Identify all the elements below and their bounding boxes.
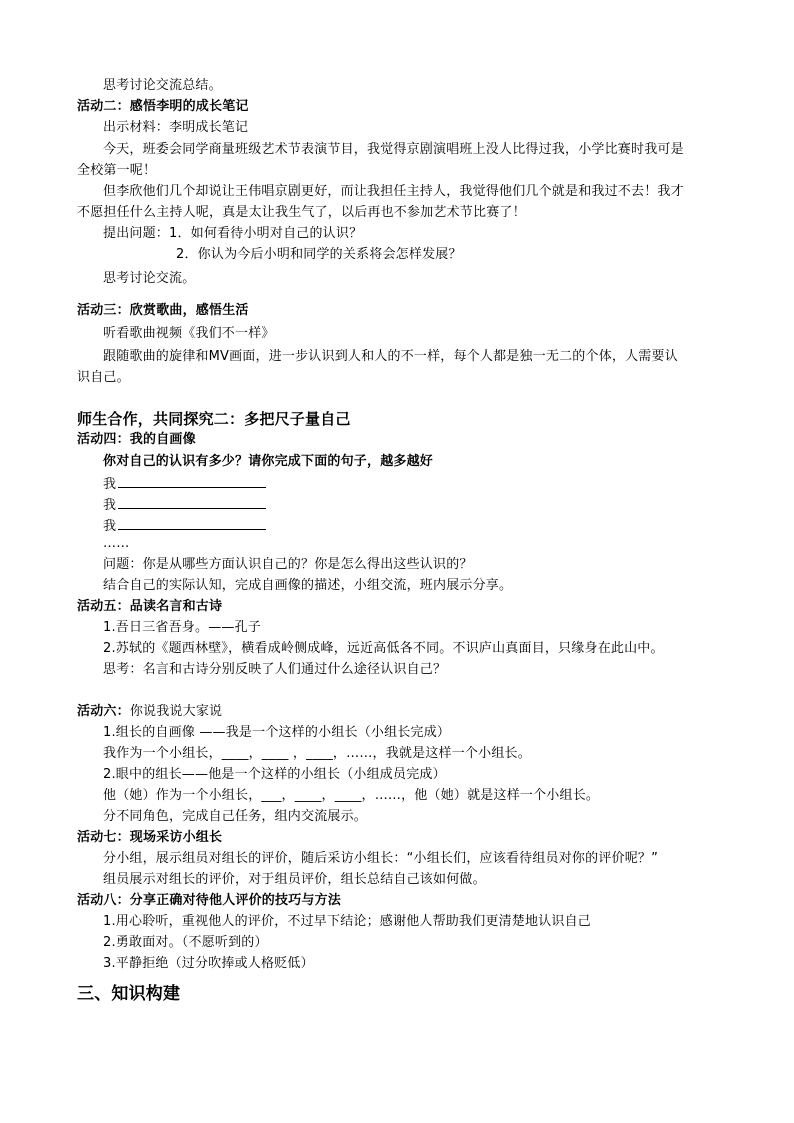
activity-2-question-2: 2．你认为今后小明和同学的关系将会怎样发展？: [176, 247, 462, 262]
fill-line-2: [103, 495, 266, 515]
activity-5-title: 活动五：品读名言和古诗: [77, 599, 223, 614]
fill-line-1: [103, 474, 266, 494]
activity-3-line2a: 跟随歌曲的旋律和MV画面，进一步认识到人和人的不一样，每个人都是独一无二的个体，人需要认: [103, 349, 678, 364]
activity-8-item-1: 1.用心聆听，重视他人的评价，不过早下结论；感谢他人帮助我们更清楚地认识自己: [103, 914, 592, 929]
activity-8-item-2: 2.勇敢面对。（不愿听到的）: [103, 935, 268, 950]
activity-6-item-1b: 我作为一个小组长，____，____ ，____，……，我就是这样一个小组长。: [103, 746, 531, 761]
activity-3-line2b: 识自己。: [77, 370, 130, 385]
activity-2-title: 活动二：感悟李明的成长笔记: [77, 99, 249, 114]
activity-2-para2a: 但李欣他们几个却说让王伟唱京剧更好，而让我担任主持人，我觉得他们几个就是和我过不去！我才: [103, 184, 684, 199]
fill-blank[interactable]: [118, 495, 266, 509]
activity-4-question: 问题：你是从哪些方面认识自己的？你是怎么得出这些认识的？: [103, 557, 473, 572]
activity-2-question-1: 提出问题：1．如何看待小明对自己的认识？: [103, 226, 363, 241]
activity-3-line1: 听看歌曲视频《我们不一样》: [103, 326, 275, 341]
activity-6-item-2: 2.眼中的组长——他是一个这样的小组长（小组成员完成）: [103, 767, 446, 782]
activity-8-item-3: 3.平静拒绝（过分吹捧或人格贬低）: [103, 956, 314, 971]
section-3-heading: 三、知识构建: [77, 984, 181, 1004]
activity-2-para2b: 不愿担任什么主持人呢，真是太让我生气了，以后再也不参加艺术节比赛了！: [77, 205, 526, 220]
activity-2-discussion: 思考讨论交流。: [103, 271, 196, 286]
activity-4-combine: 结合自己的实际认知，完成自画像的描述，小组交流，班内展示分享。: [103, 578, 513, 593]
fill-line-label: 我: [103, 498, 117, 513]
activity-7-line2: 组员展示对组长的评价，对于组员评价，组长总结自己该如何做。: [103, 872, 486, 887]
activity-2-para1b: 全校第一呢！: [77, 163, 157, 178]
activity-6-item-3: 分不同角色，完成自己任务，组内交流展示。: [103, 809, 368, 824]
activity-7-line1: 分小组，展示组员对组长的评价，随后采访小组长：“小组长们，应该看待组员对你的评价呢？”: [103, 851, 659, 866]
cooperation-2-heading: 师生合作，共同探究二：多把尺子量自己: [77, 410, 351, 428]
summary-line: 思考讨论交流总结。: [103, 78, 222, 93]
activity-4-title: 活动四：我的自画像: [77, 432, 196, 447]
fill-line-label: 我: [103, 519, 117, 534]
activity-6-item-2b: 他（她）作为一个小组长，___，____，____，……，他（她）就是这样一个小组长。: [103, 788, 600, 803]
activity-2-material: 出示材料：李明成长笔记: [103, 120, 249, 135]
activity-5-think: 思考：名言和古诗分别反映了人们通过什么途径认识自己？: [103, 662, 447, 677]
activity-8-title: 活动八：分享正确对待他人评价的技巧与方法: [77, 893, 342, 908]
activity-4-prompt: 你对自己的认识有多少？请你完成下面的句子，越多越好: [103, 454, 434, 469]
activity-6-item-1: 1.组长的自画像 ——我是一个这样的小组长（小组长完成）: [103, 725, 451, 740]
activity-5-item-2: 2.苏轼的《题西林壁》，横看成岭侧成峰，远近高低各不同。不识庐山真面目，只缘身在此山中。: [103, 641, 664, 656]
ellipsis: ……: [103, 536, 130, 551]
fill-line-label: 我: [103, 477, 117, 492]
fill-blank[interactable]: [118, 474, 266, 488]
fill-blank[interactable]: [118, 516, 266, 530]
activity-7-title: 活动七：现场采访小组长: [77, 830, 223, 845]
activity-6-title: [77, 703, 222, 721]
activity-6-title-bold: 活动六：: [77, 704, 130, 719]
activity-5-item-1: 1.吾日三省吾身。——孔子: [103, 620, 262, 635]
activity-2-para1a: 今天，班委会同学商量班级艺术节表演节目，我觉得京剧演唱班上没人比得过我，小学比赛时我可是: [103, 142, 684, 157]
fill-line-3: [103, 516, 266, 536]
activity-6-title-rest: 你说我说大家说: [129, 704, 223, 719]
activity-3-title: 活动三：欣赏歌曲，感悟生活: [77, 303, 249, 318]
